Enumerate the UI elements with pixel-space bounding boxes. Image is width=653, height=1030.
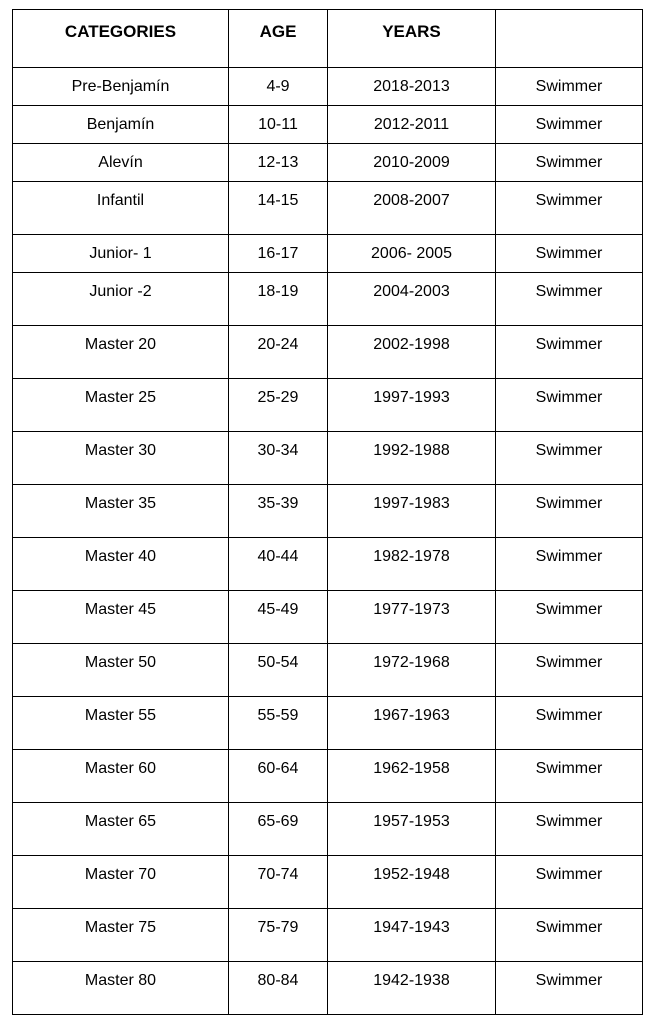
category-cell: Benjamín <box>13 106 229 144</box>
age-cell: 50-54 <box>229 644 328 697</box>
category-cell: Alevín <box>13 144 229 182</box>
category-cell: Master 55 <box>13 697 229 750</box>
type-cell: Swimmer <box>496 697 643 750</box>
age-cell: 80-84 <box>229 962 328 1015</box>
age-cell: 4-9 <box>229 68 328 106</box>
age-cell: 20-24 <box>229 326 328 379</box>
type-cell: Swimmer <box>496 235 643 273</box>
table-row <box>13 962 643 1015</box>
table-row <box>13 538 643 591</box>
age-cell: 10-11 <box>229 106 328 144</box>
table-row <box>13 591 643 644</box>
type-cell: Swimmer <box>496 538 643 591</box>
years-cell: 1997-1993 <box>328 379 496 432</box>
age-cell: 35-39 <box>229 485 328 538</box>
category-cell: Master 45 <box>13 591 229 644</box>
table-row <box>13 326 643 379</box>
years-cell: 1982-1978 <box>328 538 496 591</box>
category-cell: Infantil <box>13 182 229 235</box>
age-cell: 16-17 <box>229 235 328 273</box>
categories-table <box>12 9 643 1015</box>
table-row <box>13 144 643 182</box>
table-row <box>13 697 643 750</box>
years-cell: 1972-1968 <box>328 644 496 697</box>
category-cell: Master 50 <box>13 644 229 697</box>
table-row <box>13 273 643 326</box>
age-cell: 45-49 <box>229 591 328 644</box>
years-cell: 2018-2013 <box>328 68 496 106</box>
years-cell: 2002-1998 <box>328 326 496 379</box>
category-cell: Master 30 <box>13 432 229 485</box>
table-row <box>13 750 643 803</box>
years-cell: 2004-2003 <box>328 273 496 326</box>
age-cell: 25-29 <box>229 379 328 432</box>
type-cell: Swimmer <box>496 803 643 856</box>
type-cell: Swimmer <box>496 68 643 106</box>
years-cell: 1962-1958 <box>328 750 496 803</box>
table-row <box>13 909 643 962</box>
years-cell: 2008-2007 <box>328 182 496 235</box>
category-cell: Master 75 <box>13 909 229 962</box>
header-age: AGE <box>229 10 328 68</box>
type-cell: Swimmer <box>496 273 643 326</box>
table-row <box>13 432 643 485</box>
years-cell: 1947-1943 <box>328 909 496 962</box>
header-years: YEARS <box>328 10 496 68</box>
table-row <box>13 235 643 273</box>
type-cell: Swimmer <box>496 182 643 235</box>
category-cell: Master 25 <box>13 379 229 432</box>
type-cell: Swimmer <box>496 909 643 962</box>
header-type <box>496 10 643 68</box>
header-categories: CATEGORIES <box>13 10 229 68</box>
age-cell: 65-69 <box>229 803 328 856</box>
table-row <box>13 644 643 697</box>
age-cell: 18-19 <box>229 273 328 326</box>
years-cell: 1977-1973 <box>328 591 496 644</box>
years-cell: 1957-1953 <box>328 803 496 856</box>
category-cell: Master 60 <box>13 750 229 803</box>
years-cell: 2012-2011 <box>328 106 496 144</box>
category-cell: Junior- 1 <box>13 235 229 273</box>
category-cell: Master 40 <box>13 538 229 591</box>
type-cell: Swimmer <box>496 962 643 1015</box>
age-cell: 12-13 <box>229 144 328 182</box>
category-cell: Pre-Benjamín <box>13 68 229 106</box>
age-cell: 70-74 <box>229 856 328 909</box>
table-row <box>13 856 643 909</box>
years-cell: 1992-1988 <box>328 432 496 485</box>
category-cell: Master 80 <box>13 962 229 1015</box>
type-cell: Swimmer <box>496 326 643 379</box>
years-cell: 2006- 2005 <box>328 235 496 273</box>
type-cell: Swimmer <box>496 644 643 697</box>
age-cell: 75-79 <box>229 909 328 962</box>
type-cell: Swimmer <box>496 485 643 538</box>
table-row <box>13 182 643 235</box>
category-cell: Master 20 <box>13 326 229 379</box>
type-cell: Swimmer <box>496 106 643 144</box>
years-cell: 1952-1948 <box>328 856 496 909</box>
type-cell: Swimmer <box>496 591 643 644</box>
header-row <box>13 10 643 68</box>
type-cell: Swimmer <box>496 856 643 909</box>
table-row <box>13 68 643 106</box>
type-cell: Swimmer <box>496 750 643 803</box>
category-cell: Junior -2 <box>13 273 229 326</box>
type-cell: Swimmer <box>496 432 643 485</box>
table-row <box>13 485 643 538</box>
category-cell: Master 35 <box>13 485 229 538</box>
years-cell: 2010-2009 <box>328 144 496 182</box>
category-cell: Master 70 <box>13 856 229 909</box>
age-cell: 55-59 <box>229 697 328 750</box>
years-cell: 1997-1983 <box>328 485 496 538</box>
category-cell: Master 65 <box>13 803 229 856</box>
years-cell: 1942-1938 <box>328 962 496 1015</box>
years-cell: 1967-1963 <box>328 697 496 750</box>
age-cell: 14-15 <box>229 182 328 235</box>
age-cell: 40-44 <box>229 538 328 591</box>
type-cell: Swimmer <box>496 379 643 432</box>
table-row <box>13 803 643 856</box>
table-row <box>13 379 643 432</box>
type-cell: Swimmer <box>496 144 643 182</box>
table-row <box>13 106 643 144</box>
age-cell: 60-64 <box>229 750 328 803</box>
age-cell: 30-34 <box>229 432 328 485</box>
